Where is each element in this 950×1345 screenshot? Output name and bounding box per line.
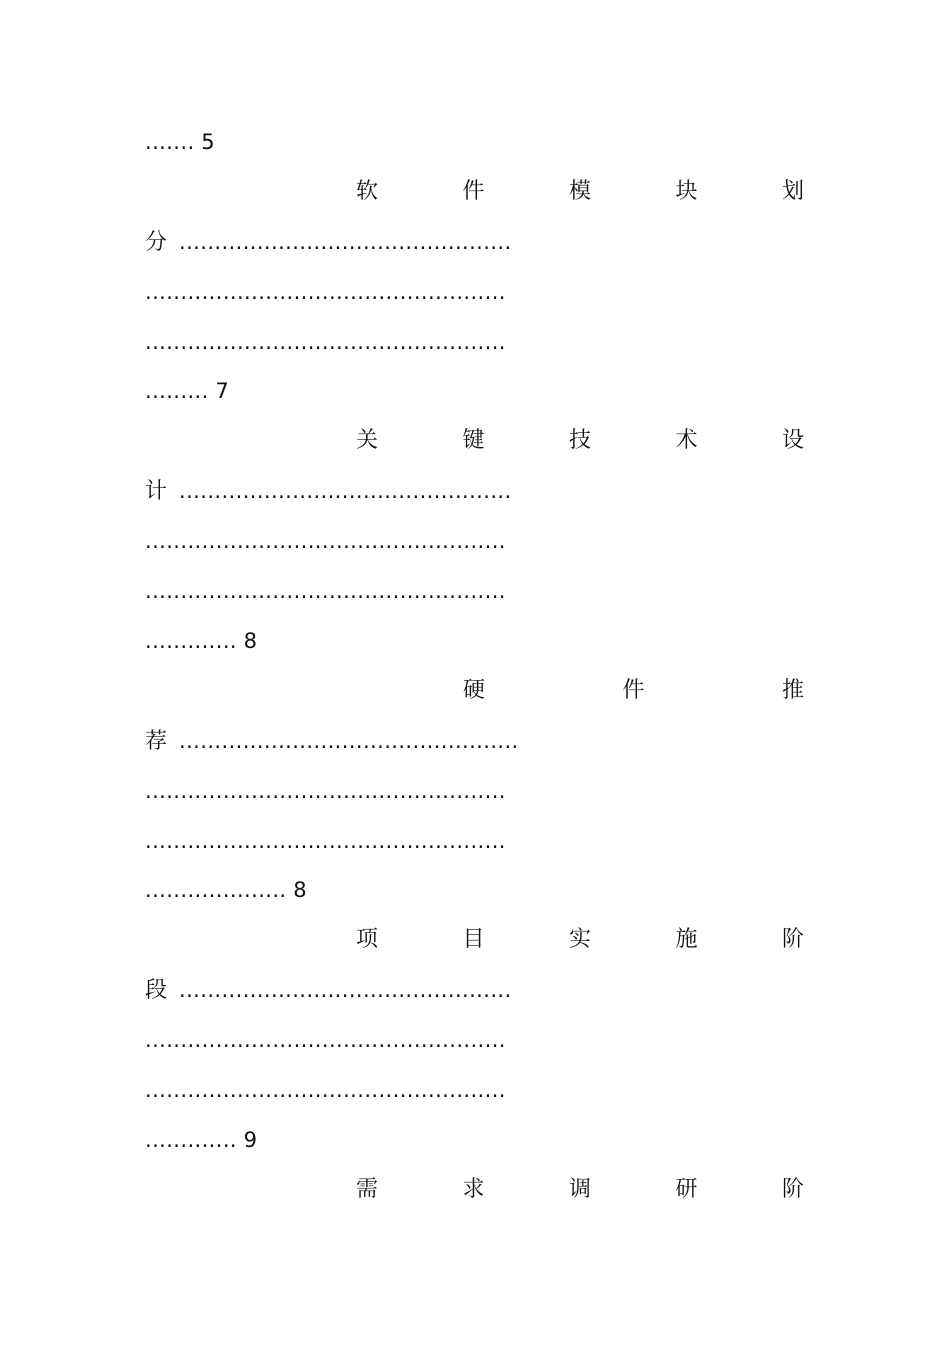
leader-dots: .......	[145, 130, 195, 154]
heading-char: 划	[781, 179, 804, 204]
heading-char: 段	[145, 978, 168, 1003]
page-number: 5	[201, 130, 215, 154]
heading-char: 目	[462, 927, 485, 952]
toc-line	[145, 625, 257, 657]
page-number: 9	[243, 1128, 258, 1152]
toc-line	[145, 276, 506, 308]
toc-line	[145, 874, 307, 906]
heading-char: 荐	[145, 729, 168, 754]
toc-heading-spread	[355, 176, 805, 208]
leader-dots: ................................................	[179, 729, 519, 753]
heading-char: 技	[568, 428, 591, 453]
heading-char: 求	[462, 1177, 485, 1202]
heading-char: 关	[355, 428, 378, 453]
heading-char: 阶	[781, 1177, 804, 1202]
toc-heading-spread	[462, 675, 805, 707]
toc-heading-spread	[355, 425, 805, 457]
toc-line	[145, 825, 506, 857]
page-number: 7	[215, 379, 229, 403]
leader-dots: ...................................................	[145, 829, 506, 853]
leader-dots: ....................	[145, 878, 287, 902]
toc-heading-spread	[355, 1174, 805, 1206]
toc-line	[145, 226, 512, 258]
leader-dots: ...............................................	[179, 479, 512, 503]
heading-char: 件	[462, 179, 485, 204]
toc-heading-spread	[355, 924, 805, 956]
heading-char: 件	[622, 678, 645, 703]
heading-char: 键	[462, 428, 485, 453]
heading-char: 实	[568, 927, 591, 952]
heading-char: 施	[675, 927, 698, 952]
toc-line	[145, 375, 229, 407]
heading-char: 项	[355, 927, 378, 952]
heading-char: 需	[355, 1177, 378, 1202]
heading-char: 研	[675, 1177, 698, 1202]
page-number: 8	[243, 629, 258, 653]
toc-line	[145, 326, 506, 358]
toc-line	[145, 775, 506, 807]
heading-char: 模	[568, 179, 591, 204]
leader-dots: ...................................................	[145, 1078, 506, 1102]
heading-char: 软	[355, 179, 378, 204]
heading-char: 计	[145, 479, 168, 504]
toc-line	[145, 475, 512, 507]
heading-char: 术	[675, 428, 698, 453]
leader-dots: .............	[145, 629, 237, 653]
heading-char: 设	[781, 428, 804, 453]
leader-dots: ...............................................	[179, 230, 512, 254]
heading-char: 硬	[462, 678, 485, 703]
heading-char: 推	[781, 678, 804, 703]
leader-dots: ...............................................	[179, 978, 512, 1002]
heading-char: 块	[675, 179, 698, 204]
heading-char: 分	[145, 230, 168, 255]
toc-line	[145, 725, 519, 757]
leader-dots: ...................................................	[145, 579, 506, 603]
toc-line	[145, 575, 506, 607]
leader-dots: ...................................................	[145, 529, 506, 553]
toc-line	[145, 1024, 506, 1056]
heading-char: 阶	[781, 927, 804, 952]
toc-line	[145, 525, 506, 557]
leader-dots: .........	[145, 379, 209, 403]
toc-line	[145, 1074, 506, 1106]
leader-dots: ...................................................	[145, 779, 506, 803]
toc-line	[145, 974, 512, 1006]
leader-dots: ...................................................	[145, 280, 506, 304]
leader-dots: ...................................................	[145, 1028, 506, 1052]
page-number: 8	[293, 878, 307, 902]
leader-dots: .............	[145, 1128, 237, 1152]
toc-line	[145, 1124, 257, 1156]
heading-char: 调	[568, 1177, 591, 1202]
leader-dots: ...................................................	[145, 330, 506, 354]
toc-line	[145, 126, 215, 158]
